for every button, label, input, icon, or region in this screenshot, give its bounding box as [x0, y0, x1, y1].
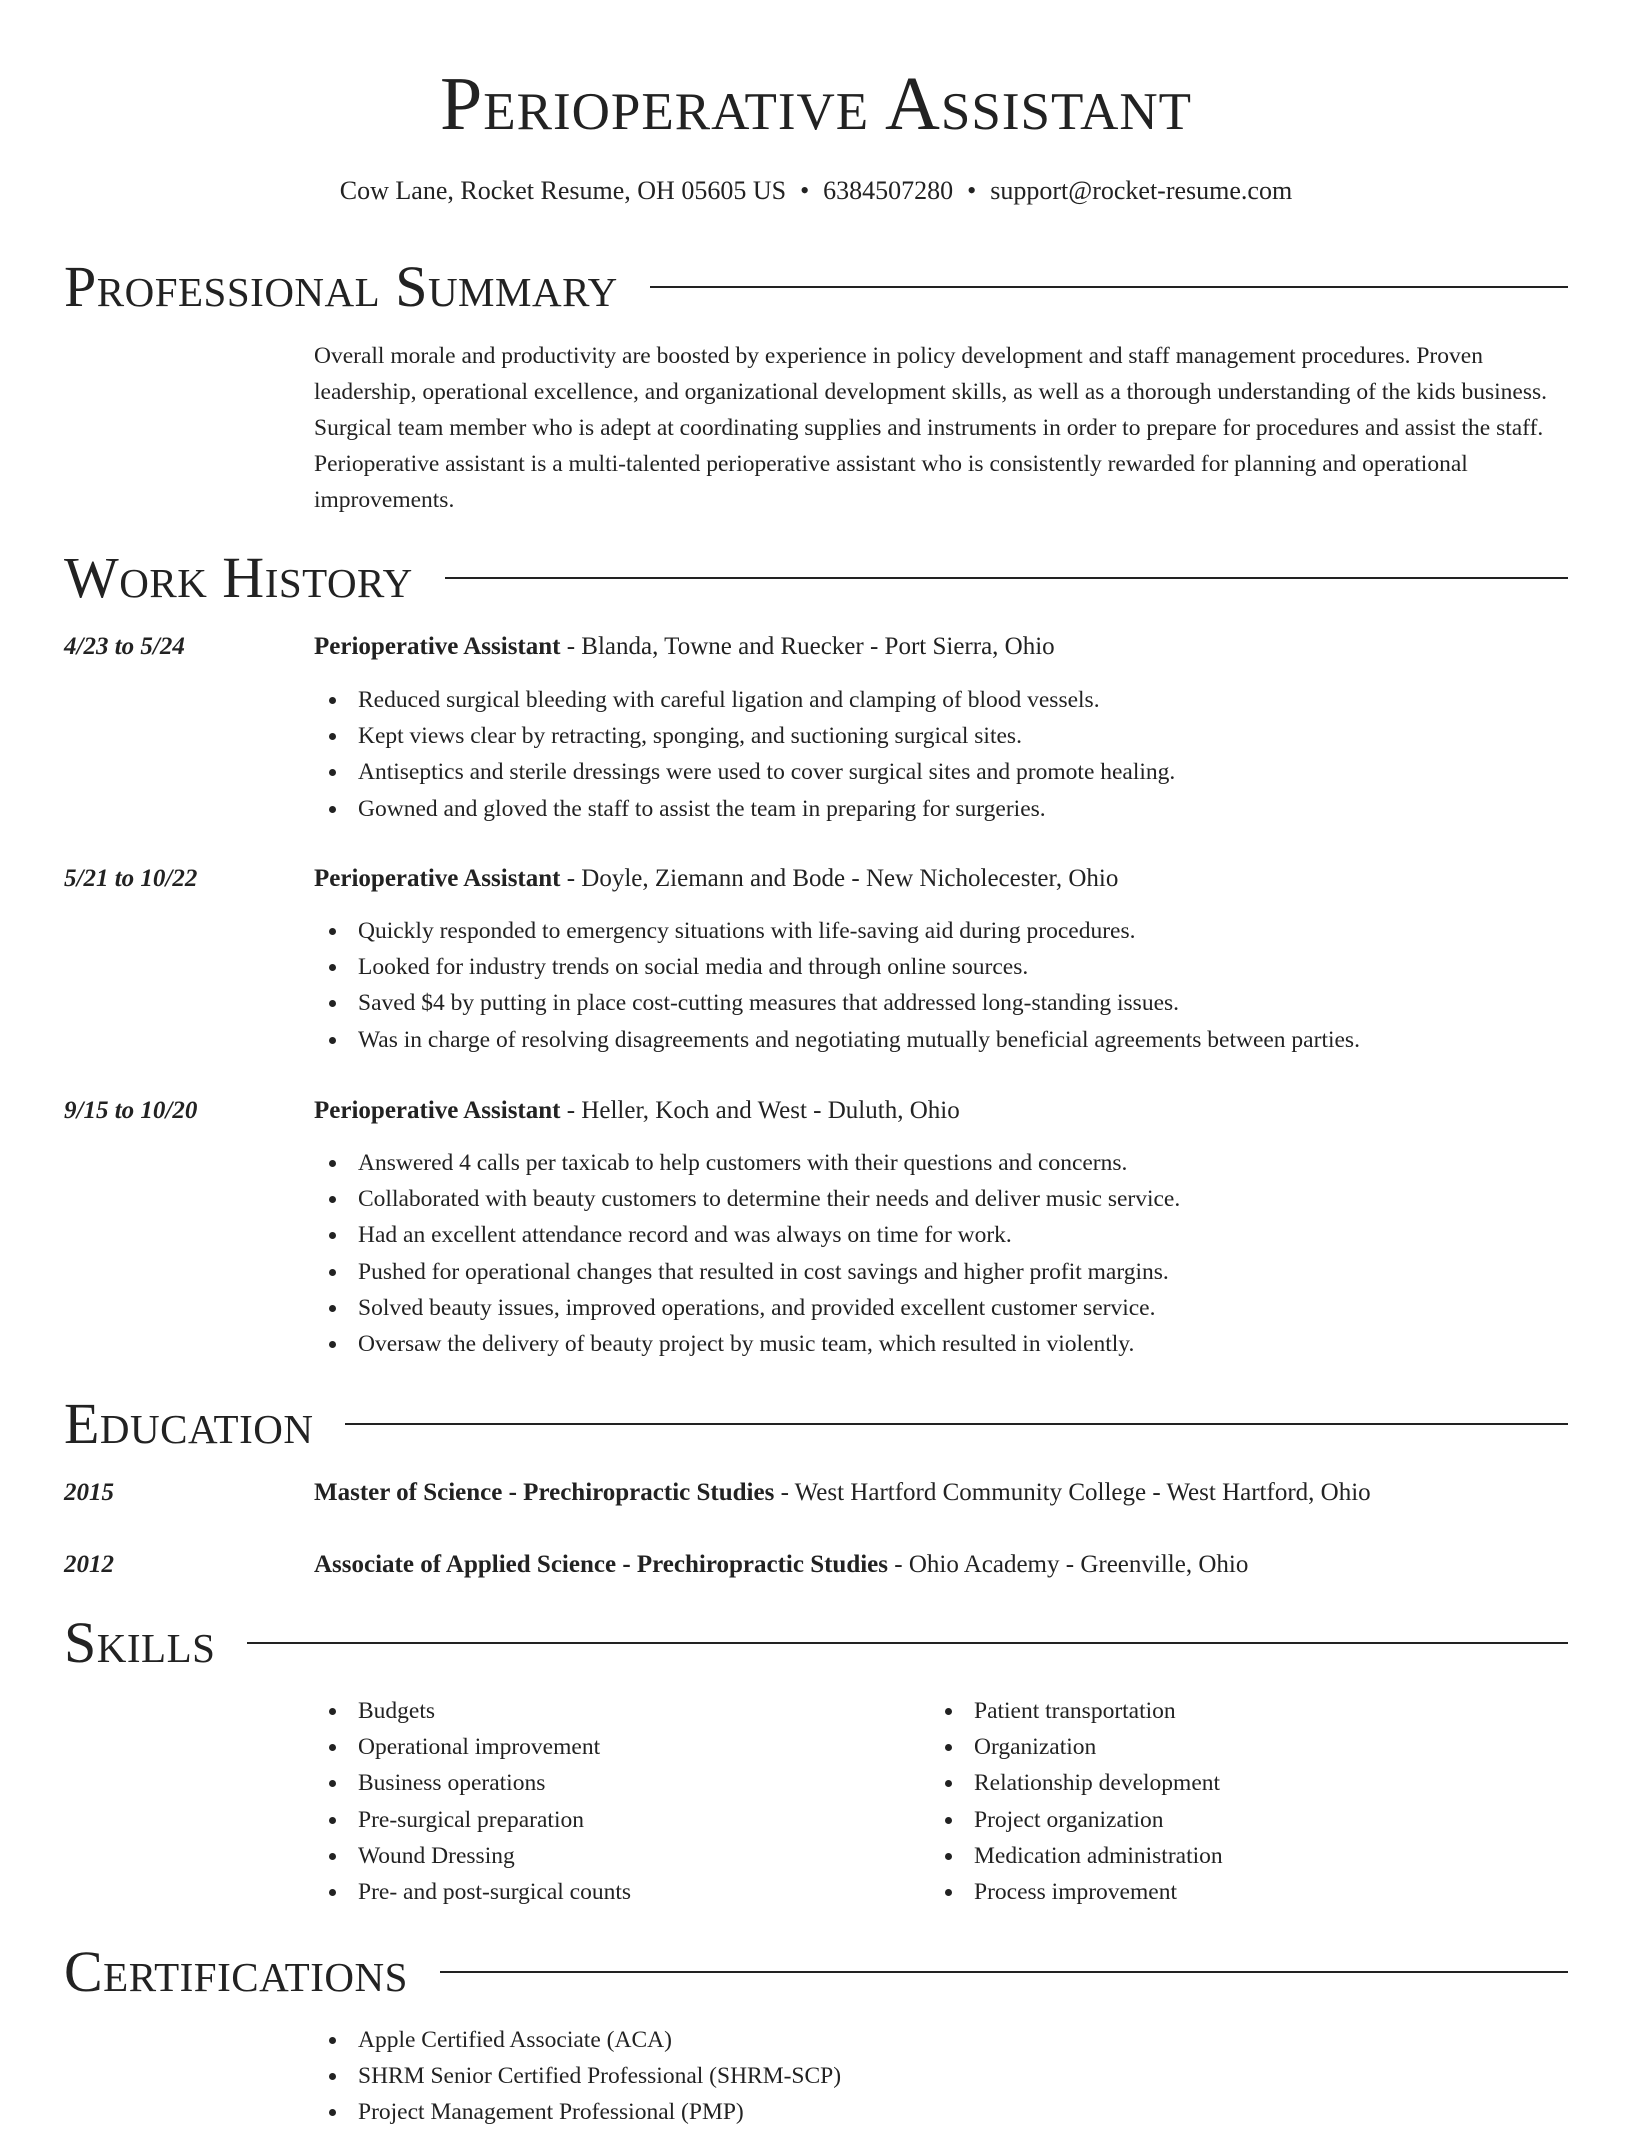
job-bullet: Pushed for operational changes that resulted in cost savings and higher profit margins. [358, 1254, 1180, 1290]
contact-separator: • [967, 176, 977, 205]
section-title-education: Education [64, 1391, 314, 1456]
job-title: Perioperative Assistant [314, 865, 561, 892]
job-bullet: Was in charge of resolving disagreements and negotiating mutually beneficial agreements between parties. [358, 1022, 1360, 1058]
job-title-line [314, 1093, 960, 1129]
skill-item: Business operations [358, 1765, 631, 1801]
job-bullet: Had an excellent attendance record and was always on time for work. [358, 1217, 1180, 1253]
skill-item: Pre- and post-surgical counts [358, 1874, 631, 1910]
candidate-name: Perioperative Assistant [439, 62, 1192, 146]
job-bullets [314, 1145, 1180, 1362]
skill-item: Operational improvement [358, 1729, 631, 1765]
education-line [314, 1475, 1371, 1511]
job-details: - Blanda, Towne and Ruecker - Port Sierra, Ohio [560, 633, 1055, 660]
certification-item: Apple Certified Associate (ACA) [358, 2022, 841, 2058]
certifications-list [314, 2022, 841, 2131]
job-title: Perioperative Assistant [314, 1097, 561, 1124]
contact-address: Cow Lane, Rocket Resume, OH 05605 US [339, 176, 787, 205]
job-bullets [314, 682, 1175, 827]
contact-email: support@rocket-resume.com [990, 176, 1293, 205]
skills-list-right [930, 1693, 1223, 1910]
skill-item: Pre-surgical preparation [358, 1802, 631, 1838]
section-title-work: Work History [64, 545, 413, 610]
skill-item: Patient transportation [974, 1693, 1223, 1729]
contact-separator: • [800, 176, 810, 205]
skills-list-left [314, 1693, 631, 1910]
education-degree: Master of Science - Prechiropractic Studies [314, 1479, 775, 1506]
job-dates: 4/23 to 5/24 [64, 633, 185, 660]
section-divider [345, 1423, 1568, 1425]
job-bullets [314, 913, 1360, 1058]
job-details: - Heller, Koch and West - Duluth, Ohio [560, 1097, 960, 1124]
certifications-section-header [64, 1937, 1568, 2007]
education-line [314, 1547, 1248, 1583]
certification-item: SHRM Senior Certified Professional (SHRM-SCP) [358, 2058, 841, 2094]
skills-section-header [64, 1608, 1568, 1678]
contact-phone: 6384507280 [823, 176, 954, 205]
summary-section-header [64, 252, 1568, 322]
education-year: 2012 [64, 1551, 114, 1578]
job-bullet: Oversaw the delivery of beauty project by music team, which resulted in violently. [358, 1326, 1180, 1362]
summary-text: Overall morale and productivity are boosted by experience in policy development and staff management procedures. Proven leadership, operational excellence, and organizational development skills, as well as a thorough understanding of the kids business. Surgical team member who is adept at coordinating supplies and instruments in order to prepare for procedures and assist the staff. Perioperative assistant is a multi-talented perioperative assistant who is consistently rewarded for planning and operational improvements. [314, 343, 1547, 513]
job-bullet: Collaborated with beauty customers to determine their needs and deliver music service. [358, 1181, 1180, 1217]
section-divider [445, 577, 1568, 579]
job-dates: 9/15 to 10/20 [64, 1097, 198, 1124]
job-title-line [314, 629, 1055, 665]
section-title-skills: Skills [64, 1610, 216, 1675]
section-title-summary: Professional Summary [64, 254, 618, 319]
section-divider [247, 1642, 1568, 1644]
education-year: 2015 [64, 1479, 114, 1506]
skill-item: Organization [974, 1729, 1223, 1765]
skill-item: Project organization [974, 1802, 1223, 1838]
education-section-header [64, 1389, 1568, 1459]
job-bullet: Reduced surgical bleeding with careful ligation and clamping of blood vessels. [358, 682, 1175, 718]
job-title-line [314, 861, 1118, 897]
skill-item: Wound Dressing [358, 1838, 631, 1874]
work-section-header [64, 543, 1568, 613]
section-divider [440, 1971, 1568, 1973]
job-bullet: Answered 4 calls per taxicab to help customers with their questions and concerns. [358, 1145, 1180, 1181]
job-bullet: Gowned and gloved the staff to assist the team in preparing for surgeries. [358, 791, 1175, 827]
job-bullet: Looked for industry trends on social media and through online sources. [358, 949, 1360, 985]
job-details: - Doyle, Ziemann and Bode - New Nicholecester, Ohio [560, 865, 1119, 892]
section-divider [650, 286, 1568, 288]
skill-item: Process improvement [974, 1874, 1223, 1910]
education-degree: Associate of Applied Science - Prechiropractic Studies [314, 1551, 889, 1578]
job-bullet: Saved $4 by putting in place cost-cutting measures that addressed long-standing issues. [358, 985, 1360, 1021]
certification-item: Project Management Professional (PMP) [358, 2094, 841, 2130]
education-details: - Ohio Academy - Greenville, Ohio [888, 1551, 1249, 1578]
skill-item: Medication administration [974, 1838, 1223, 1874]
job-bullet: Kept views clear by retracting, sponging, and suctioning surgical sites. [358, 718, 1175, 754]
skill-item: Relationship development [974, 1765, 1223, 1801]
skill-item: Budgets [358, 1693, 631, 1729]
education-details: - West Hartford Community College - West Hartford, Ohio [774, 1479, 1371, 1506]
job-bullet: Antiseptics and sterile dressings were used to cover surgical sites and promote healing. [358, 754, 1175, 790]
section-title-certifications: Certifications [64, 1939, 408, 2004]
job-title: Perioperative Assistant [314, 633, 561, 660]
contact-line [0, 173, 1632, 209]
job-dates: 5/21 to 10/22 [64, 865, 198, 892]
job-bullet: Solved beauty issues, improved operations, and provided excellent customer service. [358, 1290, 1180, 1326]
job-bullet: Quickly responded to emergency situations with life-saving aid during procedures. [358, 913, 1360, 949]
